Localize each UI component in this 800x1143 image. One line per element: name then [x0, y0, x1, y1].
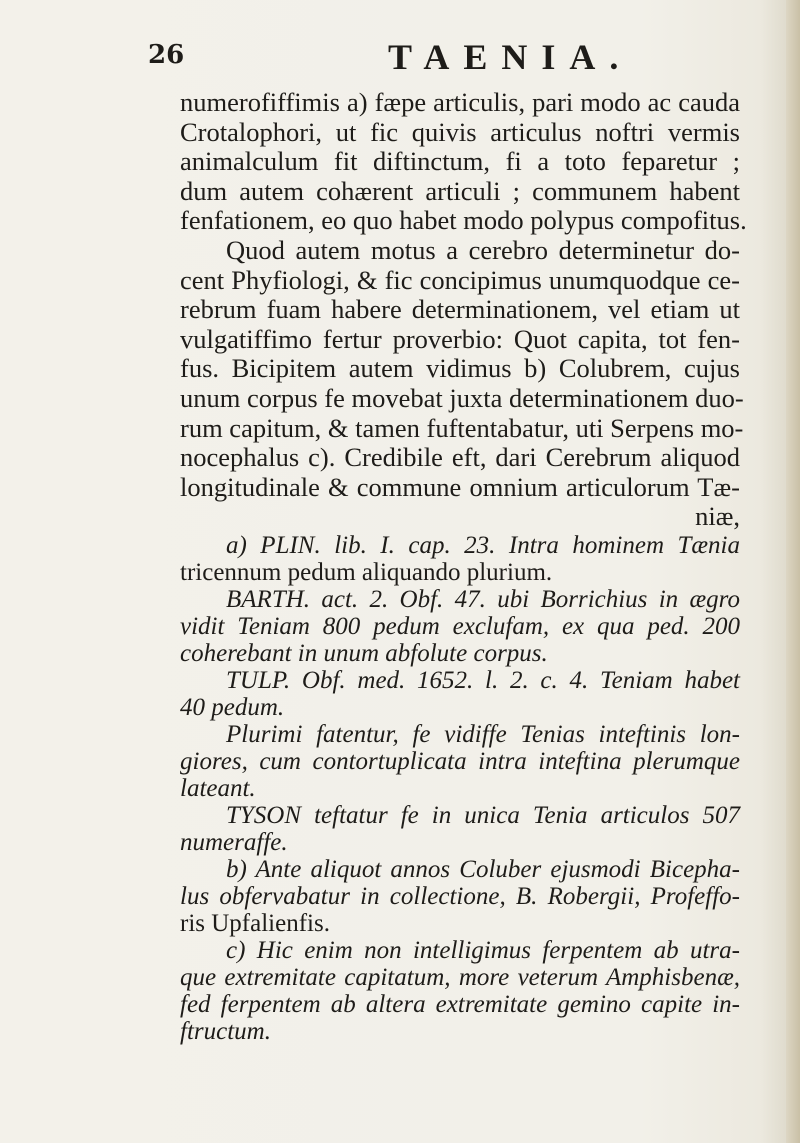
text-line: rebrum fuam habere determinationem, vel etiam ut: [180, 294, 740, 325]
body-text: [180, 87, 747, 1045]
text-line: BARTH. act. 2. Obf. 47. ubi Borrichius in ægro: [226, 585, 740, 613]
text-line: animalculum fit diftinctum, fi a toto feparetur ;: [180, 146, 740, 177]
page-number: 26: [148, 40, 185, 70]
text-line: que extremitate capitatum, more veterum Amphisbenæ,: [180, 963, 740, 991]
text-line: giores, cum contortuplicata intra inteftina plerumque: [180, 747, 740, 775]
text-line: tricennum pedum aliquando plurium.: [180, 558, 553, 586]
page-edge: [786, 0, 800, 1143]
text-line: coherebant in unum abfolute corpus.: [180, 639, 548, 667]
running-title: TAENIA.: [388, 37, 633, 77]
text-line: numerofiffimis a) fæpe articulis, pari modo ac cauda: [180, 87, 740, 117]
text-line: TYSON teftatur fe in unica Tenia articulos 507: [226, 801, 740, 829]
text-line: vulgatiffimo fertur proverbio: Quot capita, tot fen-: [180, 323, 740, 354]
text-line: c) Hic enim non intelligimus ferpentem ab utra-: [226, 936, 740, 964]
text-line: TULP. Obf. med. 1652. l. 2. c. 4. Teniam habet: [226, 666, 740, 694]
text-line: a) PLIN. lib. I. cap. 23. Intra hominem Tænia: [226, 531, 740, 559]
text-line: lateant.: [180, 774, 256, 802]
text-line: ris Upfalienfis.: [180, 909, 330, 937]
text-line: Crotalophori, ut fic quivis articulus noftri vermis: [180, 116, 740, 147]
text-line: lus obfervabatur in collectione, B. Robergii, Profeffo-: [180, 882, 740, 910]
text-line: ftructum.: [180, 1017, 271, 1045]
text-line: vidit Teniam 800 pedum exclufam, ex qua ped. 200: [180, 612, 740, 640]
text-line: Plurimi fatentur, fe vidiffe Tenias inteftinis lon-: [226, 720, 740, 748]
text-line: 40 pedum.: [180, 693, 285, 721]
text-line: Quod autem motus a cerebro determinetur do-: [226, 234, 740, 265]
text-line: cent Phyfiologi, & fic concipimus unumquodque ce-: [180, 264, 740, 295]
text-line: rum capitum, & tamen fuftentabatur, uti Serpens mo-: [180, 412, 744, 443]
text-line: numeraffe.: [180, 828, 288, 856]
text-line: unum corpus fe movebat juxta determinationem duo-: [180, 382, 744, 413]
text-line: nocephalus c). Credibile eft, dari Cerebrum aliquod: [180, 442, 740, 473]
text-line: longitudinale & commune omnium articulorum Tæ-: [180, 471, 740, 502]
text-line: fed ferpentem ab altera extremitate gemino capite in-: [180, 990, 740, 1018]
text-line: b) Ante aliquot annos Coluber ejusmodi Bicepha-: [226, 855, 740, 883]
text-line: fenfationem, eo quo habet modo polypus compofitus.: [180, 205, 747, 236]
text-line: fus. Bicipitem autem vidimus b) Colubrem, cujus: [180, 353, 740, 384]
text-line: dum autem cohærent articuli ; communem habent: [180, 175, 740, 206]
page-header: [148, 36, 768, 76]
text-line: niæ,: [695, 501, 740, 532]
